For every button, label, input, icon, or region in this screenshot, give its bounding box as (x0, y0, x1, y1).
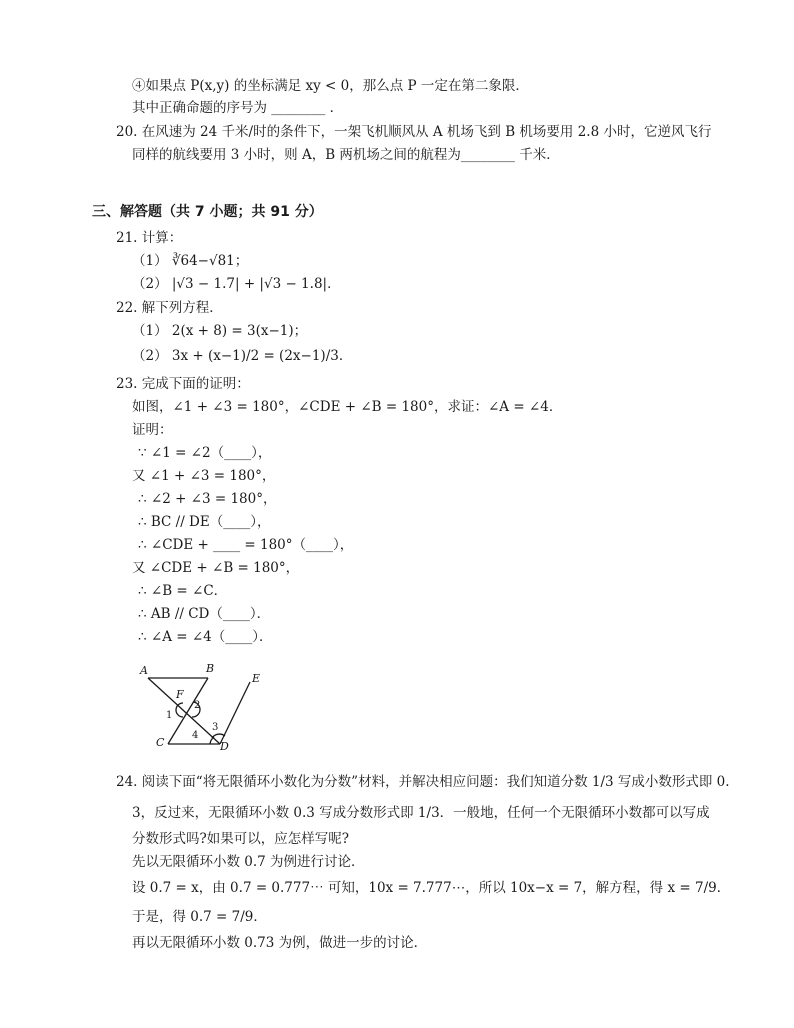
label-angle-3: 3 (212, 722, 219, 733)
q24-line3: 分数形式吗?如果可以，应怎样写呢? (132, 831, 349, 847)
label-e: E (252, 672, 261, 685)
q23-geometry-figure (138, 660, 268, 752)
label-angle-4: 4 (192, 730, 199, 741)
section-title: 三、解答题（共 7 小题；共 91 分） (92, 204, 323, 220)
q22-stem: 22. 解下列方程． (116, 300, 223, 316)
label-d: D (220, 740, 229, 752)
q20-line2: 同样的航线要用 3 小时，则 A，B 两机场之间的航程为________ 千米． (132, 147, 560, 163)
q23-given: 如图，∠1 + ∠3 = 180°，∠CDE + ∠B = 180°，求证：∠A = ∠4． (132, 399, 563, 415)
q24-line5: 设 0.7 = x，由 0.7 = 0.777⋯ 可知，10x = 7.777⋯，所以 10x−x = 7，解方程，得 x = 7/9． (132, 880, 731, 896)
label-a: A (140, 664, 148, 677)
q22-part2: （2） 3x + (x−1)/2 = (2x−1)/3． (132, 348, 353, 364)
segment-ad (148, 678, 220, 744)
label-angle-2: 2 (194, 700, 201, 711)
q21-part2: （2） |√3 − 1.7| + |√3 − 1.8|． (132, 276, 341, 292)
q23-step-2: 又 ∠1 + ∠3 = 180°， (132, 468, 276, 484)
label-angle-1: 1 (166, 710, 173, 721)
q23-proof-title: 证明： (132, 422, 173, 438)
q23-step-7: ∴ ∠B = ∠C． (138, 583, 228, 599)
q24-line4: 先以无限循环小数 0.7 为例进行讨论． (132, 854, 365, 870)
segment-bc (168, 678, 208, 744)
label-c: C (156, 736, 165, 749)
q23-step-5: ∴ ∠CDE + ____ = 180°（____）， (138, 537, 354, 553)
label-f: F (176, 688, 184, 701)
angle-arc-4 (210, 737, 214, 744)
q23-stem: 23. 完成下面的证明： (116, 376, 250, 392)
q24-line6: 于是，得 0.7 = 7/9． (132, 909, 267, 925)
q24-line7: 再以无限循环小数 0.73 为例，做进一步的讨论． (132, 935, 428, 951)
q21-part1: （1） ∛64−√81； (132, 253, 249, 269)
q20-line1: 20. 在风速为 24 千米/时的条件下，一架飞机顺风从 A 机场飞到 B 机场要用 2.8 小时，它逆风飞行 (116, 124, 712, 140)
q23-step-8: ∴ AB // CD（____）． (138, 606, 271, 622)
q23-step-3: ∴ ∠2 + ∠3 = 180°， (138, 491, 277, 507)
q23-step-1: ∵ ∠1 = ∠2（____）， (138, 445, 272, 461)
q24-line2: 3，反过来，无限循环小数 0.3 写成分数形式即 1/3．一般地，任何一个无限循环小数都可以写成 (132, 805, 710, 821)
q21-stem: 21. 计算： (116, 230, 183, 246)
q23-step-9: ∴ ∠A = ∠4（____）． (138, 629, 273, 645)
q24-line1: 24. 阅读下面“将无限循环小数化为分数”材料，并解决相应问题：我们知道分数 1/3 写成小数形式即 0. (116, 774, 730, 790)
q19-answer-prompt: 其中正确命题的序号为 ________ ． (132, 100, 344, 116)
q23-step-6: 又 ∠CDE + ∠B = 180°， (132, 560, 300, 576)
segment-de (220, 682, 250, 744)
label-b: B (206, 662, 215, 675)
q22-part1: （1） 2(x + 8) = 3(x−1)； (132, 323, 308, 339)
q23-step-4: ∴ BC // DE（____）， (138, 514, 271, 530)
q19-item4: ④如果点 P(x,y) 的坐标满足 xy < 0，那么点 P 一定在第二象限． (132, 78, 529, 94)
